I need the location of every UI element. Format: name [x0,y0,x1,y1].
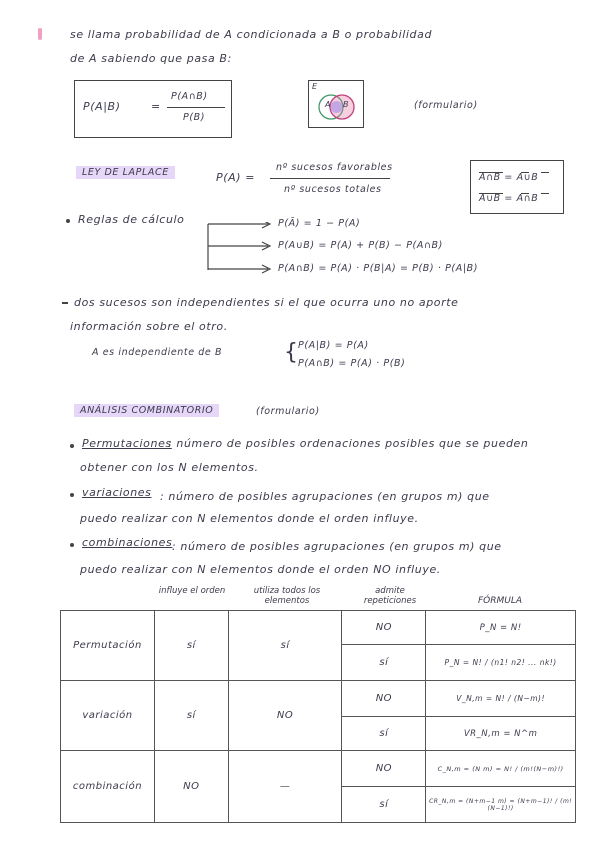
header-admite-repeticiones: admite repeticiones [363,586,417,606]
variacion-label: variación [61,681,155,751]
variacion-rep-no: NO [342,681,426,717]
permutacion-rep-no: NO [342,611,426,645]
permutacion-formula-si: P_N = N! / (n1! n2! ... nk!) [426,645,576,681]
intro-line-2: de A sabiendo que pasa B: [70,52,232,65]
perm-term: Permutaciones [82,437,172,450]
venn-universe-label: E [312,82,318,91]
combinacion-label: combinación [61,751,155,823]
laplace-lhs: P(A) = [216,171,256,184]
permutacion-formula-no: P_N = N! [426,611,576,645]
combinacion-todos: — [228,751,342,823]
combinatorics-note: (formulario) [256,406,320,417]
var-bullet [70,493,74,497]
perm-line-1: : número de posibles ordenaciones posibles que se pueden [168,437,529,450]
variacion-rep-si: sí [342,717,426,751]
conditional-lhs: P(A|B) [83,100,121,113]
perm-bullet [70,444,74,448]
independence-lead: A es independiente de B [92,347,223,358]
conditional-formula-box [74,80,232,138]
combinacion-formula-si: CR_N,m = (N+m−1 m) = (N+m−1)! / (m!(N−1)!) [426,787,576,823]
intro-line-1: se llama probabilidad de A condicionada a B o probabilidad [70,28,433,41]
independence-brace: { [284,340,299,365]
var-line-1: : número de posibles agrupaciones (en grupos m) que [160,490,490,503]
variacion-formula-si: VR_N,m = N^m [426,717,576,751]
combinacion-rep-no: NO [342,751,426,787]
table-row [61,681,576,717]
combinacion-orden: NO [154,751,228,823]
venn-diagram [308,80,364,128]
morgan-laws-box [470,160,564,214]
conditional-eq: = [151,100,161,113]
comb-line-1: : número de posibles agrupaciones (en grupos m) que [172,540,502,553]
combinacion-rep-si: sí [342,787,426,823]
venn-a-label: A [325,100,332,109]
pink-marker-mark [38,28,42,40]
laplace-fraction-line [270,178,390,179]
conditional-fraction-line [167,107,225,108]
independence-dash [62,302,68,304]
laplace-numerator: nº sucesos favorables [276,162,393,173]
morgan1-overline-b [541,172,549,173]
comb-bullet [70,543,74,547]
independence-line-1: dos sucesos son independientes si el que ocurra uno no aporte [74,296,459,309]
morgan-law-2: A∪B = A∩B [479,193,539,204]
combinatorics-table [60,610,576,823]
perm-line-2: obtener con los N elementos. [80,461,259,474]
var-line-2: puedo realizar con N elementos donde el orden influye. [80,512,419,525]
permutacion-rep-si: sí [342,645,426,681]
header-utiliza-todos: utiliza todos los elementos [253,586,321,606]
rule-2: P(A∪B) = P(A) + P(B) − P(A∩B) [278,240,443,251]
venn-circles [309,81,363,127]
variacion-todos: NO [228,681,342,751]
independence-cond-1: P(A|B) = P(A) [298,340,369,351]
conditional-note: (formulario) [414,100,478,111]
combinatorics-title: ANÁLISIS COMBINATORIO [74,404,219,417]
table-row [61,611,576,645]
rules-bullet [66,219,70,223]
venn-b-label: B [343,100,350,109]
comb-term: combinaciones [82,536,173,549]
independence-line-2: información sobre el otro. [70,320,228,333]
variacion-orden: sí [154,681,228,751]
combinacion-formula-no: C_N,m = (N m) = N! / (m!(N−m)!) [426,751,576,787]
permutacion-label: Permutación [61,611,155,681]
header-influye-orden: influye el orden [158,586,226,596]
comb-line-2: puedo realizar con N elementos donde el orden NO influye. [80,563,441,576]
laplace-title: LEY DE LAPLACE [76,166,175,179]
permutacion-orden: sí [154,611,228,681]
rule-3: P(A∩B) = P(A) · P(B|A) = P(B) · P(A|B) [278,263,479,274]
variacion-formula-no: V_N,m = N! / (N−m)! [426,681,576,717]
conditional-numerator: P(A∩B) [171,91,208,102]
permutacion-todos: sí [228,611,342,681]
morgan-law-1: A∩B = A∪B [479,172,539,183]
var-term: variaciones [82,486,152,499]
rules-title: Reglas de cálculo [78,213,185,226]
conditional-denominator: P(B) [183,112,206,123]
rules-arrows [200,222,290,282]
rule-1: P(Ā) = 1 − P(A) [278,218,361,229]
header-formula: FÓRMULA [477,596,523,606]
morgan2-overline-b [541,193,549,194]
laplace-denominator: nº sucesos totales [284,184,382,195]
independence-cond-2: P(A∩B) = P(A) · P(B) [298,358,406,369]
table-row [61,751,576,787]
